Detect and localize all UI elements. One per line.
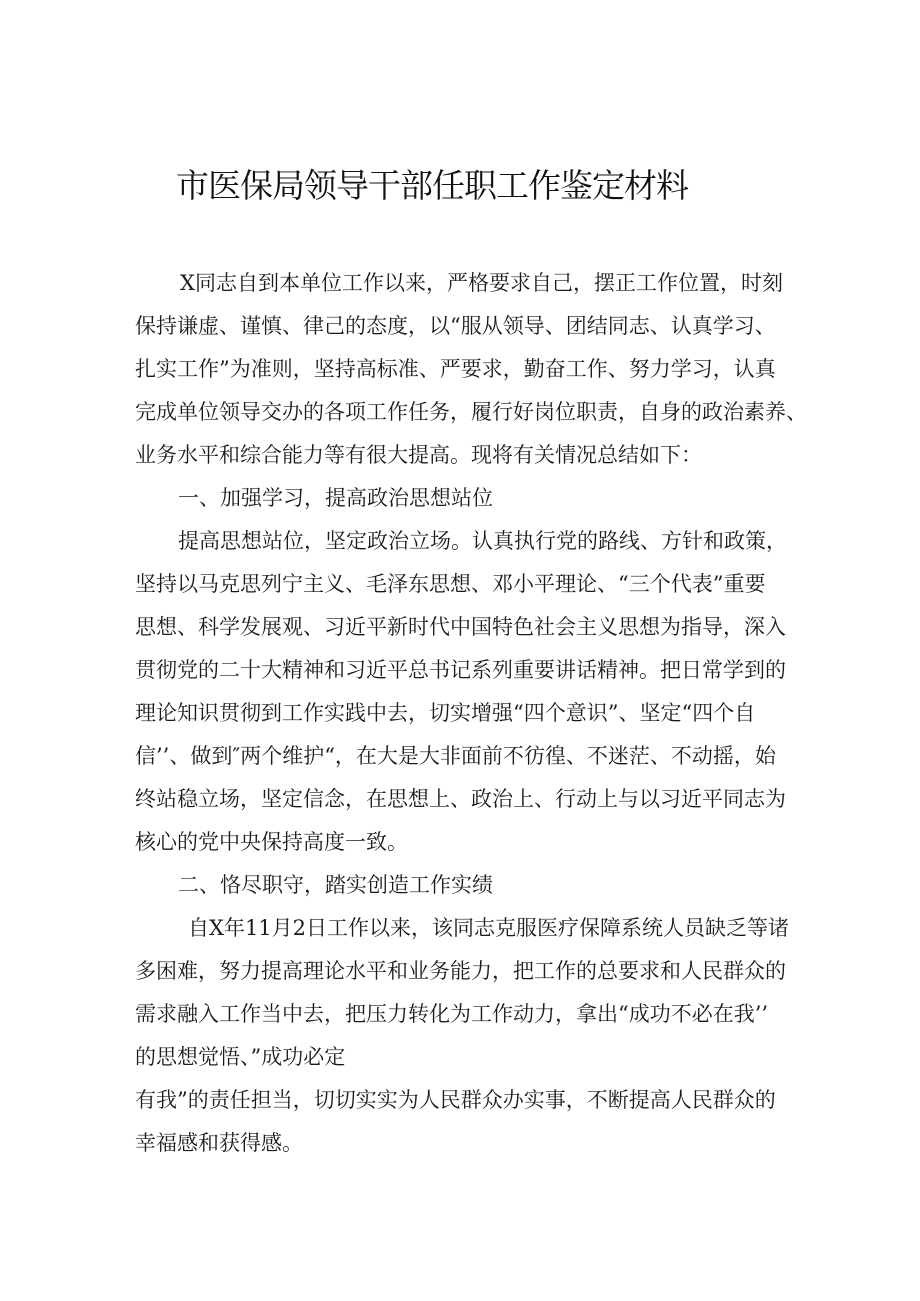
paragraph-line: 终站稳立场，坚定信念，在思想上、政治上、行动上与以习近平同志为 [135, 787, 786, 811]
paragraph-line: 扎实工作”为准则，坚持高标准、严要求，勤奋工作、努力学习，认真 [135, 357, 776, 381]
document-title: 市医保局领导干部任职工作鉴定材料 [176, 166, 688, 205]
paragraph-line: 需求融入工作当中去，把压力转化为工作动力，拿出“成功不必在我’’ [135, 1002, 769, 1026]
paragraph-line: 有我”的责任担当，切切实实为人民群众办实事，不断提高人民群众的 [135, 1088, 776, 1112]
paragraph-line: 业务水平和综合能力等有很大提高。现将有关情况总结如下： [135, 443, 702, 467]
paragraph-line: 保持谦虚、谨慎、律己的态度，以“服从领导、团结同志、认真学习、 [135, 314, 776, 338]
paragraph-line: 自X年11月2日工作以来，该同志克服医疗保障系统人员缺乏等诸 [188, 916, 790, 940]
paragraph-line: 坚持以马克思列宁主义、毛泽东思想、邓小平理论、“三个代表”重要 [135, 572, 766, 596]
paragraph-line: 信’’、做到″两个维护“，在大是大非面前不彷徨、不迷茫、不动摇，始 [135, 744, 776, 768]
section-heading: 二、恪尽职守，踏实创造工作实绩 [178, 873, 493, 897]
paragraph-line: 幸福感和获得感。 [135, 1131, 303, 1155]
paragraph-line: X同志自到本单位工作以来，严格要求自己，摆正工作位置，时刻 [180, 271, 783, 295]
paragraph-line: 的思想觉悟、”成功必定 [135, 1045, 346, 1069]
paragraph-line: 核心的党中央保持高度一致。 [135, 830, 408, 854]
paragraph-line: 提高思想站位，坚定政治立场。认真执行党的路线、方针和政策， [178, 529, 787, 553]
paragraph-line: 多困难，努力提高理论水平和业务能力，把工作的总要求和人民群众的 [135, 959, 786, 983]
paragraph-line: 完成单位领导交办的各项工作任务，履行好岗位职责，自身的政治素养、 [135, 400, 807, 424]
paragraph-line: 贯彻党的二十大精神和习近平总书记系列重要讲话精神。把日常学到的 [135, 658, 786, 682]
paragraph-line: 理论知识贯彻到工作实践中去，切实增强“四个意识”、坚定“四个自 [135, 701, 756, 725]
paragraph-line: 思想、科学发展观、习近平新时代中国特色社会主义思想为指导，深入 [135, 615, 786, 639]
section-heading: 一、加强学习，提高政治思想站位 [178, 486, 493, 510]
